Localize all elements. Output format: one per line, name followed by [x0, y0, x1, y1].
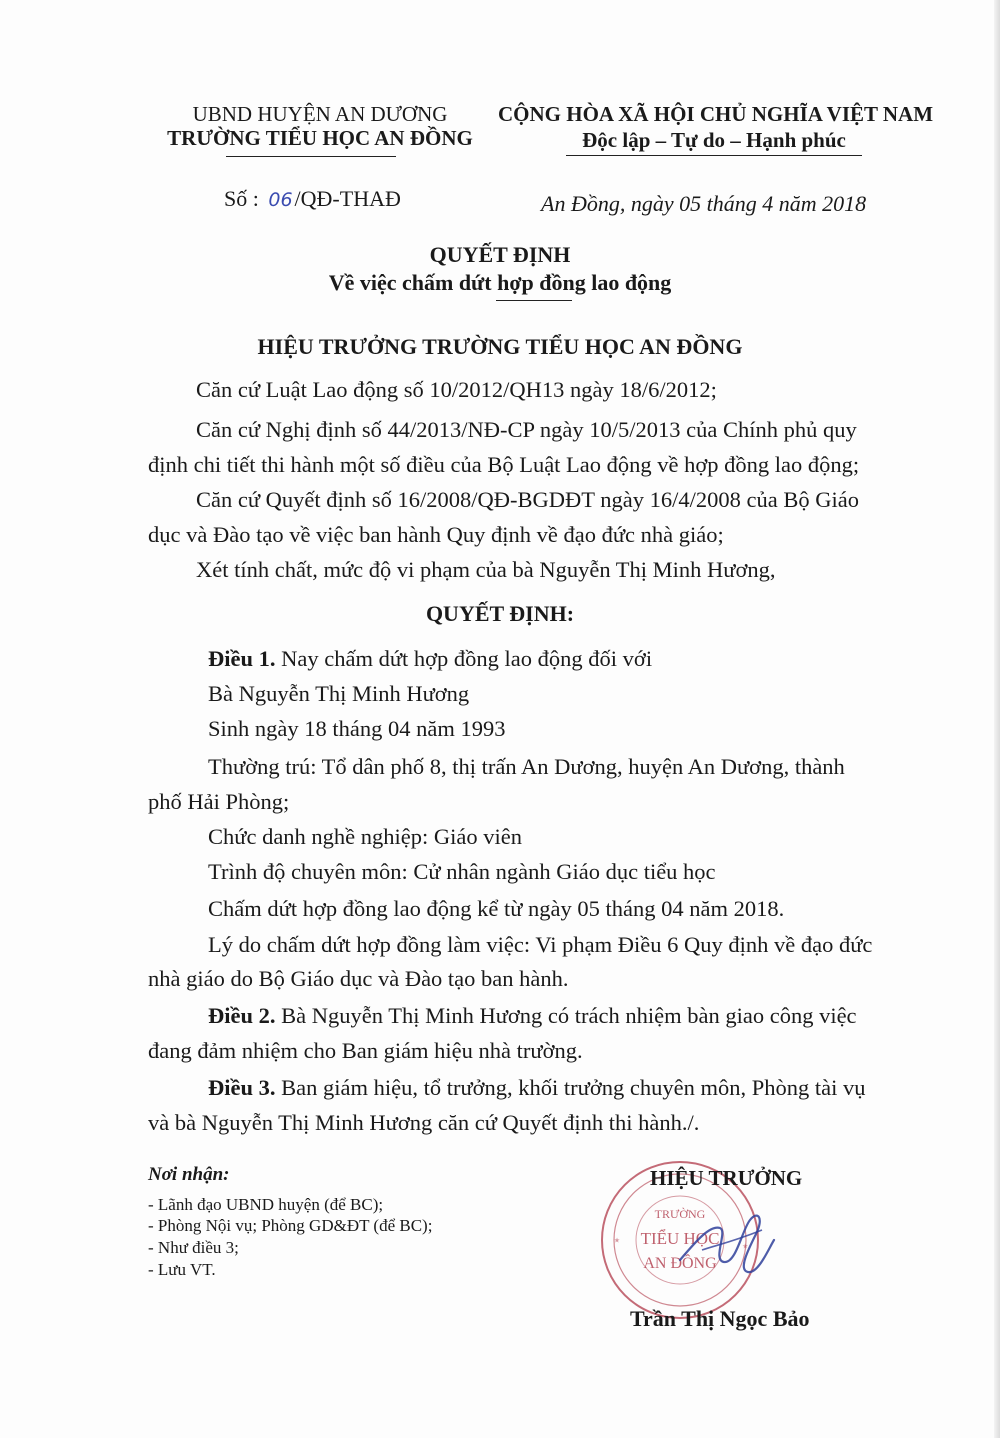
article-1-detail: phố Hải Phòng; — [148, 789, 290, 814]
recipient-item: - Phòng Nội vụ; Phòng GD&ĐT (để BC); — [148, 1216, 433, 1235]
nation-line-1: CỘNG HÒA XÃ HỘI CHỦ NGHĨA VIỆT NAM — [498, 102, 934, 126]
article-1-detail: Thường trú: Tổ dân phố 8, thị trấn An Dương, huyện An Dương, thành — [208, 754, 845, 779]
article-1-detail: nhà giáo do Bộ Giáo dục và Đào tạo ban hành. — [148, 966, 569, 991]
article-2-cont: đang đảm nhiệm cho Ban giám hiệu nhà trường. — [148, 1038, 583, 1063]
article-1-text: Nay chấm dứt hợp đồng lao động đối với — [275, 646, 653, 671]
article-3-label: Điều 3. — [208, 1075, 276, 1100]
article-1-detail: Trình độ chuyên môn: Cử nhân ngành Giáo dục tiểu học — [208, 859, 716, 884]
org-line-2: TRƯỜNG TIỂU HỌC AN ĐỒNG — [167, 126, 473, 150]
basis-line: Xét tính chất, mức độ vi phạm của bà Nguyễn Thị Minh Hương, — [196, 557, 776, 582]
article-3-text: Ban giám hiệu, tổ trưởng, khối trưởng chuyên môn, Phòng tài vụ — [275, 1075, 866, 1100]
recipients-heading: Nơi nhận: — [148, 1164, 230, 1185]
article-1-label: Điều 1. — [208, 646, 276, 671]
article-1-detail: Sinh ngày 18 tháng 04 năm 1993 — [208, 716, 506, 741]
svg-text:★: ★ — [740, 1241, 750, 1251]
basis-line: định chi tiết thi hành một số điều của Bộ Luật Lao động về hợp đồng lao động; — [148, 452, 860, 477]
nation-line-2: Độc lập – Tự do – Hạnh phúc — [582, 128, 846, 152]
basis-line: Căn cứ Luật Lao động số 10/2012/QH13 ngày 18/6/2012; — [196, 377, 717, 402]
seal-text-line: AN ĐỒNG — [643, 1255, 717, 1272]
handwritten-signature — [672, 1190, 782, 1290]
basis-line: Căn cứ Quyết định số 16/2008/QĐ-BGDĐT ngày 16/4/2008 của Bộ Giáo — [196, 487, 859, 512]
article-1-detail: Lý do chấm dứt hợp đồng làm việc: Vi phạm Điều 6 Quy định về đạo đức — [208, 932, 873, 957]
recipient-item: - Lãnh đạo UBND huyện (để BC); — [148, 1195, 384, 1214]
doc-subtitle: Về việc chấm dứt hợp đồng lao động — [328, 270, 672, 295]
recipient-item: - Lưu VT. — [148, 1260, 216, 1279]
signer-title: HIỆU TRƯỞNG — [650, 1166, 803, 1190]
place-date: An Đồng, ngày 05 tháng 4 năm 2018 — [541, 191, 867, 216]
article-3-cont: và bà Nguyễn Thị Minh Hương căn cứ Quyết định thi hành./. — [148, 1110, 700, 1135]
article-1-line — [208, 646, 652, 672]
decision-heading: QUYẾT ĐỊNH: — [425, 601, 575, 626]
article-1-detail: Chức danh nghề nghiệp: Giáo viên — [208, 824, 523, 849]
org-line-1: UBND HUYỆN AN DƯƠNG — [192, 102, 448, 126]
article-3-line — [208, 1075, 866, 1101]
motto-underline — [566, 155, 862, 156]
article-1-detail: Chấm dứt hợp đồng lao động kể từ ngày 05 tháng 04 năm 2018. — [208, 896, 785, 921]
svg-text:★: ★ — [612, 1236, 623, 1245]
article-2-line — [208, 1003, 857, 1029]
article-2-label: Điều 2. — [208, 1003, 276, 1028]
seal-text-line: TRƯỜNG — [654, 1207, 706, 1221]
org-underline — [226, 156, 396, 157]
article-2-text: Bà Nguyễn Thị Minh Hương có trách nhiệm bàn giao công việc — [275, 1003, 857, 1028]
page-edge-shadow — [994, 0, 1000, 1438]
recipient-item: - Như điều 3; — [148, 1238, 239, 1257]
doc-number — [224, 186, 401, 212]
subtitle-rule — [496, 300, 572, 301]
seal-text-line: TIỂU HỌC — [640, 1229, 720, 1248]
article-1-detail: Bà Nguyễn Thị Minh Hương — [208, 681, 470, 706]
doc-number-handwritten: 06 — [268, 189, 293, 211]
doc-title: QUYẾT ĐỊNH — [429, 242, 571, 267]
basis-line: Căn cứ Nghị định số 44/2013/NĐ-CP ngày 10/5/2013 của Chính phủ quy — [196, 417, 857, 442]
signer-name: Trần Thị Ngọc Bảo — [630, 1306, 810, 1331]
doc-number-suffix: /QĐ-THAĐ — [294, 186, 401, 211]
doc-number-prefix: Số : — [224, 186, 259, 211]
authority-heading: HIỆU TRƯỞNG TRƯỜNG TIỂU HỌC AN ĐỒNG — [257, 334, 743, 359]
basis-line: dục và Đào tạo về việc ban hành Quy định về đạo đức nhà giáo; — [148, 522, 724, 547]
